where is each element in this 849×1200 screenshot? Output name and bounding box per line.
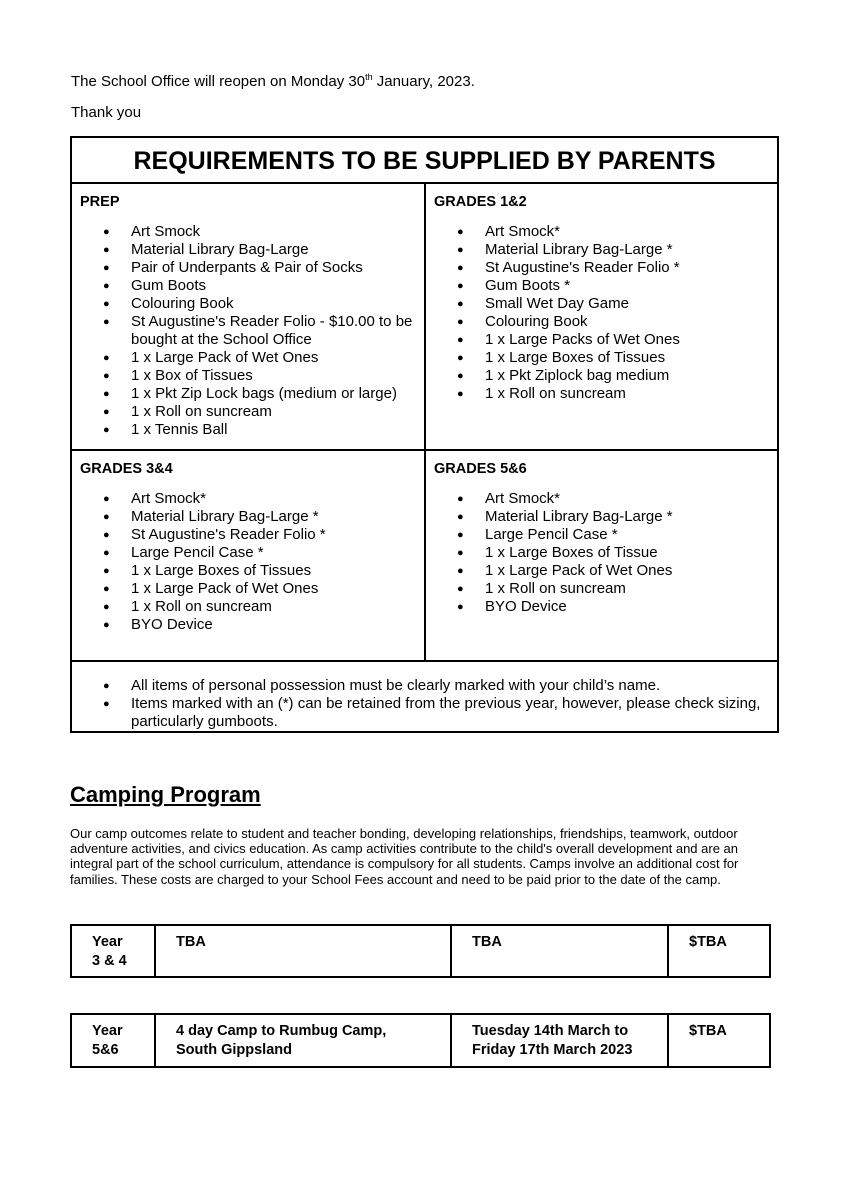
list-item: ● 1 x Roll on suncream [80,403,416,421]
requirements-grades-1-2 [426,184,779,403]
list-item: ● Material Library Bag-Large [80,241,416,259]
requirements-title: REQUIREMENTS TO BE SUPPLIED BY PARENTS [72,138,777,184]
list-item: ● Material Library Bag-Large * [80,508,416,526]
list-item: ● Pair of Underpants & Pair of Socks [80,259,416,277]
list-item: ● 1 x Large Pack of Wet Ones [434,562,771,580]
list-item: ● Large Pencil Case * [80,544,416,562]
camp-cost: $TBA [668,1014,770,1067]
list-item: ● Art Smock* [434,223,771,241]
camp-dates: Tuesday 14th March to Friday 17th March 2023 [451,1014,668,1067]
camping-program-title: Camping Program [70,782,261,807]
list-item: ● Art Smock* [80,490,416,508]
requirements-grades-5-6 [426,451,779,616]
camp-description: TBA [155,925,451,977]
item-list [434,223,771,403]
list-item: ● 1 x Roll on suncream [434,580,771,598]
camping-program-description: Our camp outcomes relate to student and teacher bonding, developing relationships, friendships, teamwork, outdoor adventure activities, and civics education. As camp activities contribute to the child's overall development and are an integral part of the school curriculum, attendance is compulsory for all students. Camps involve an additional cost for families. These costs are charged to your School Fees account and need to be paid prior to the date of the camp. [70,826,739,887]
row-divider [72,660,777,662]
list-item: ● 1 x Tennis Ball [80,421,416,439]
item-list [80,223,416,439]
requirements-grades-3-4 [72,451,424,634]
ordinal-suffix: th [365,72,373,82]
note-item: ● All items of personal possession must be clearly marked with your child’s name. [80,677,769,695]
group-heading: GRADES 3&4 [80,461,173,477]
list-item: ● Art Smock* [434,490,771,508]
camp-year: Year 3 & 4 [71,925,155,977]
list-item: ● 1 x Box of Tissues [80,367,416,385]
requirements-prep [72,184,424,439]
list-item: ● St Augustine's Reader Folio * [434,259,771,277]
item-list [434,490,771,616]
camp-table-year-3-4 [70,924,771,978]
note-item: ● Items marked with an (*) can be retained from the previous year, however, please check sizing, particularly gumboots. [80,695,769,731]
list-item: ● 1 x Pkt Ziplock bag medium [434,367,771,385]
list-item: ● 1 x Roll on suncream [80,598,416,616]
camp-cost: $TBA [668,925,770,977]
table-row [71,925,770,977]
group-heading: PREP [80,194,120,210]
requirements-table [70,136,779,733]
list-item: ● Colouring Book [80,295,416,313]
requirements-notes [72,669,777,731]
table-row [71,1014,770,1067]
list-item: ● 1 x Large Pack of Wet Ones [80,349,416,367]
group-heading: GRADES 1&2 [434,194,527,210]
notes-list [80,677,769,731]
group-heading: GRADES 5&6 [434,461,527,477]
item-list [80,490,416,634]
camp-description: 4 day Camp to Rumbug Camp, South Gippsland [155,1014,451,1067]
list-item: ● St Augustine's Reader Folio - $10.00 to be bought at the School Office [80,313,416,349]
list-item: ● 1 x Pkt Zip Lock bags (medium or large) [80,385,416,403]
list-item: ● Material Library Bag-Large * [434,241,771,259]
camp-year: Year 5&6 [71,1014,155,1067]
list-item: ● BYO Device [80,616,416,634]
office-reopen-notice: The School Office will reopen on Monday 30th January, 2023. [71,72,475,90]
list-item: ● 1 x Roll on suncream [434,385,771,403]
list-item: ● Gum Boots * [434,277,771,295]
camp-table-year-5-6 [70,1013,771,1068]
list-item: ● 1 x Large Packs of Wet Ones [434,331,771,349]
thank-you-text: Thank you [71,104,142,121]
list-item: ● St Augustine's Reader Folio * [80,526,416,544]
list-item: ● Colouring Book [434,313,771,331]
list-item: ● BYO Device [434,598,771,616]
list-item: ● Art Smock [80,223,416,241]
list-item: ● Gum Boots [80,277,416,295]
list-item: ● 1 x Large Boxes of Tissue [434,544,771,562]
list-item: ● Small Wet Day Game [434,295,771,313]
list-item: ● Material Library Bag-Large * [434,508,771,526]
list-item: ● 1 x Large Boxes of Tissues [80,562,416,580]
list-item: ● 1 x Large Pack of Wet Ones [80,580,416,598]
list-item: ● 1 x Large Boxes of Tissues [434,349,771,367]
list-item: ● Large Pencil Case * [434,526,771,544]
camp-dates: TBA [451,925,668,977]
